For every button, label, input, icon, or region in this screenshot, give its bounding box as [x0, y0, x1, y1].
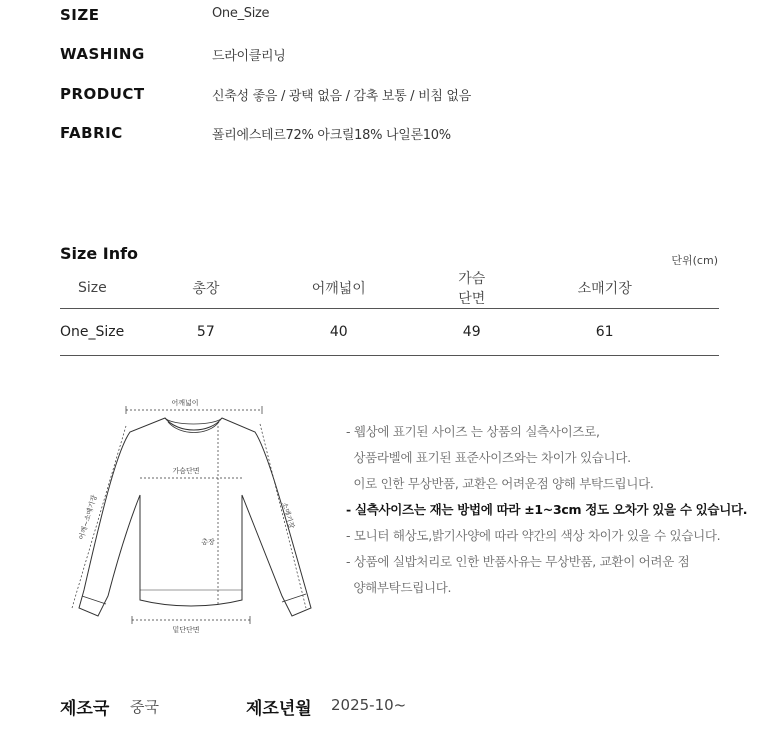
diagram-label-sleeve-left: 어깨~소매기장	[77, 494, 99, 541]
size-info-title: Size Info	[60, 244, 139, 263]
date-label: 제조년월	[246, 699, 312, 719]
diagram-label-sleeve-right: 소매기장	[280, 501, 296, 530]
table-row	[60, 309, 719, 356]
size-table-header-row	[60, 268, 719, 309]
unit-note: 단위(cm)	[671, 254, 718, 267]
note-line-1: - 웹상에 표기된 사이즈 는 상품의 실측사이즈로,	[346, 424, 600, 439]
garment-diagram	[60, 390, 320, 640]
column-header-chest: 가슴단면	[453, 268, 490, 309]
cell-chest: 49	[453, 309, 490, 356]
note-line-7: 양해부탁드립니다.	[346, 580, 452, 595]
country-label: 제조국	[60, 699, 110, 719]
note-line-4: - 실측사이즈는 재는 방법에 따라 ±1~3cm 정도 오차가 있을 수 있습니다.	[346, 502, 748, 517]
column-header-length: 총장	[187, 268, 224, 309]
note-line-5: - 모니터 해상도,밝기사양에 따라 약간의 색상 차이가 있을 수 있습니다.	[346, 528, 721, 543]
spec-value-fabric: 폴리에스테르72% 아크릴18% 나일론10%	[212, 128, 451, 143]
spec-label-product: PRODUCT	[60, 85, 145, 103]
spec-value-product: 신축성 좋음 / 광택 없음 / 감촉 보통 / 비침 없음	[212, 89, 471, 104]
spec-label-washing: WASHING	[60, 45, 145, 63]
cell-shoulder: 40	[224, 309, 453, 356]
column-header-shoulder: 어깨넓이	[224, 268, 453, 309]
spec-label-fabric: FABRIC	[60, 124, 123, 142]
column-header-sleeve: 소매기장	[490, 268, 719, 309]
cell-length: 57	[187, 309, 224, 356]
note-line-6: - 상품에 실밥처리로 인한 반품사유는 무상반품, 교환이 어려운 점	[346, 554, 690, 569]
note-line-2: 상품라벨에 표기된 표준사이즈와는 차이가 있습니다.	[346, 450, 631, 465]
note-line-3: 이로 인한 무상반품, 교환은 어려운점 양해 부탁드립니다.	[346, 476, 654, 491]
diagram-label-length: 총장	[201, 538, 215, 546]
shirt-outline	[79, 418, 311, 616]
cell-size: One_Size	[60, 309, 187, 356]
size-table	[60, 268, 719, 356]
spec-value-size: One_Size	[212, 6, 270, 21]
diagram-label-chest: 가슴단면	[172, 467, 200, 475]
column-header-size: Size	[60, 268, 187, 309]
diagram-label-shoulder: 어깨넓이	[171, 399, 199, 407]
spec-label-size: SIZE	[60, 6, 100, 24]
cell-sleeve: 61	[490, 309, 719, 356]
spec-value-washing: 드라이클리닝	[212, 49, 286, 64]
country-value: 중국	[130, 698, 159, 716]
date-value: 2025-10~	[331, 696, 407, 714]
diagram-label-hem: 밑단단면	[172, 626, 200, 634]
